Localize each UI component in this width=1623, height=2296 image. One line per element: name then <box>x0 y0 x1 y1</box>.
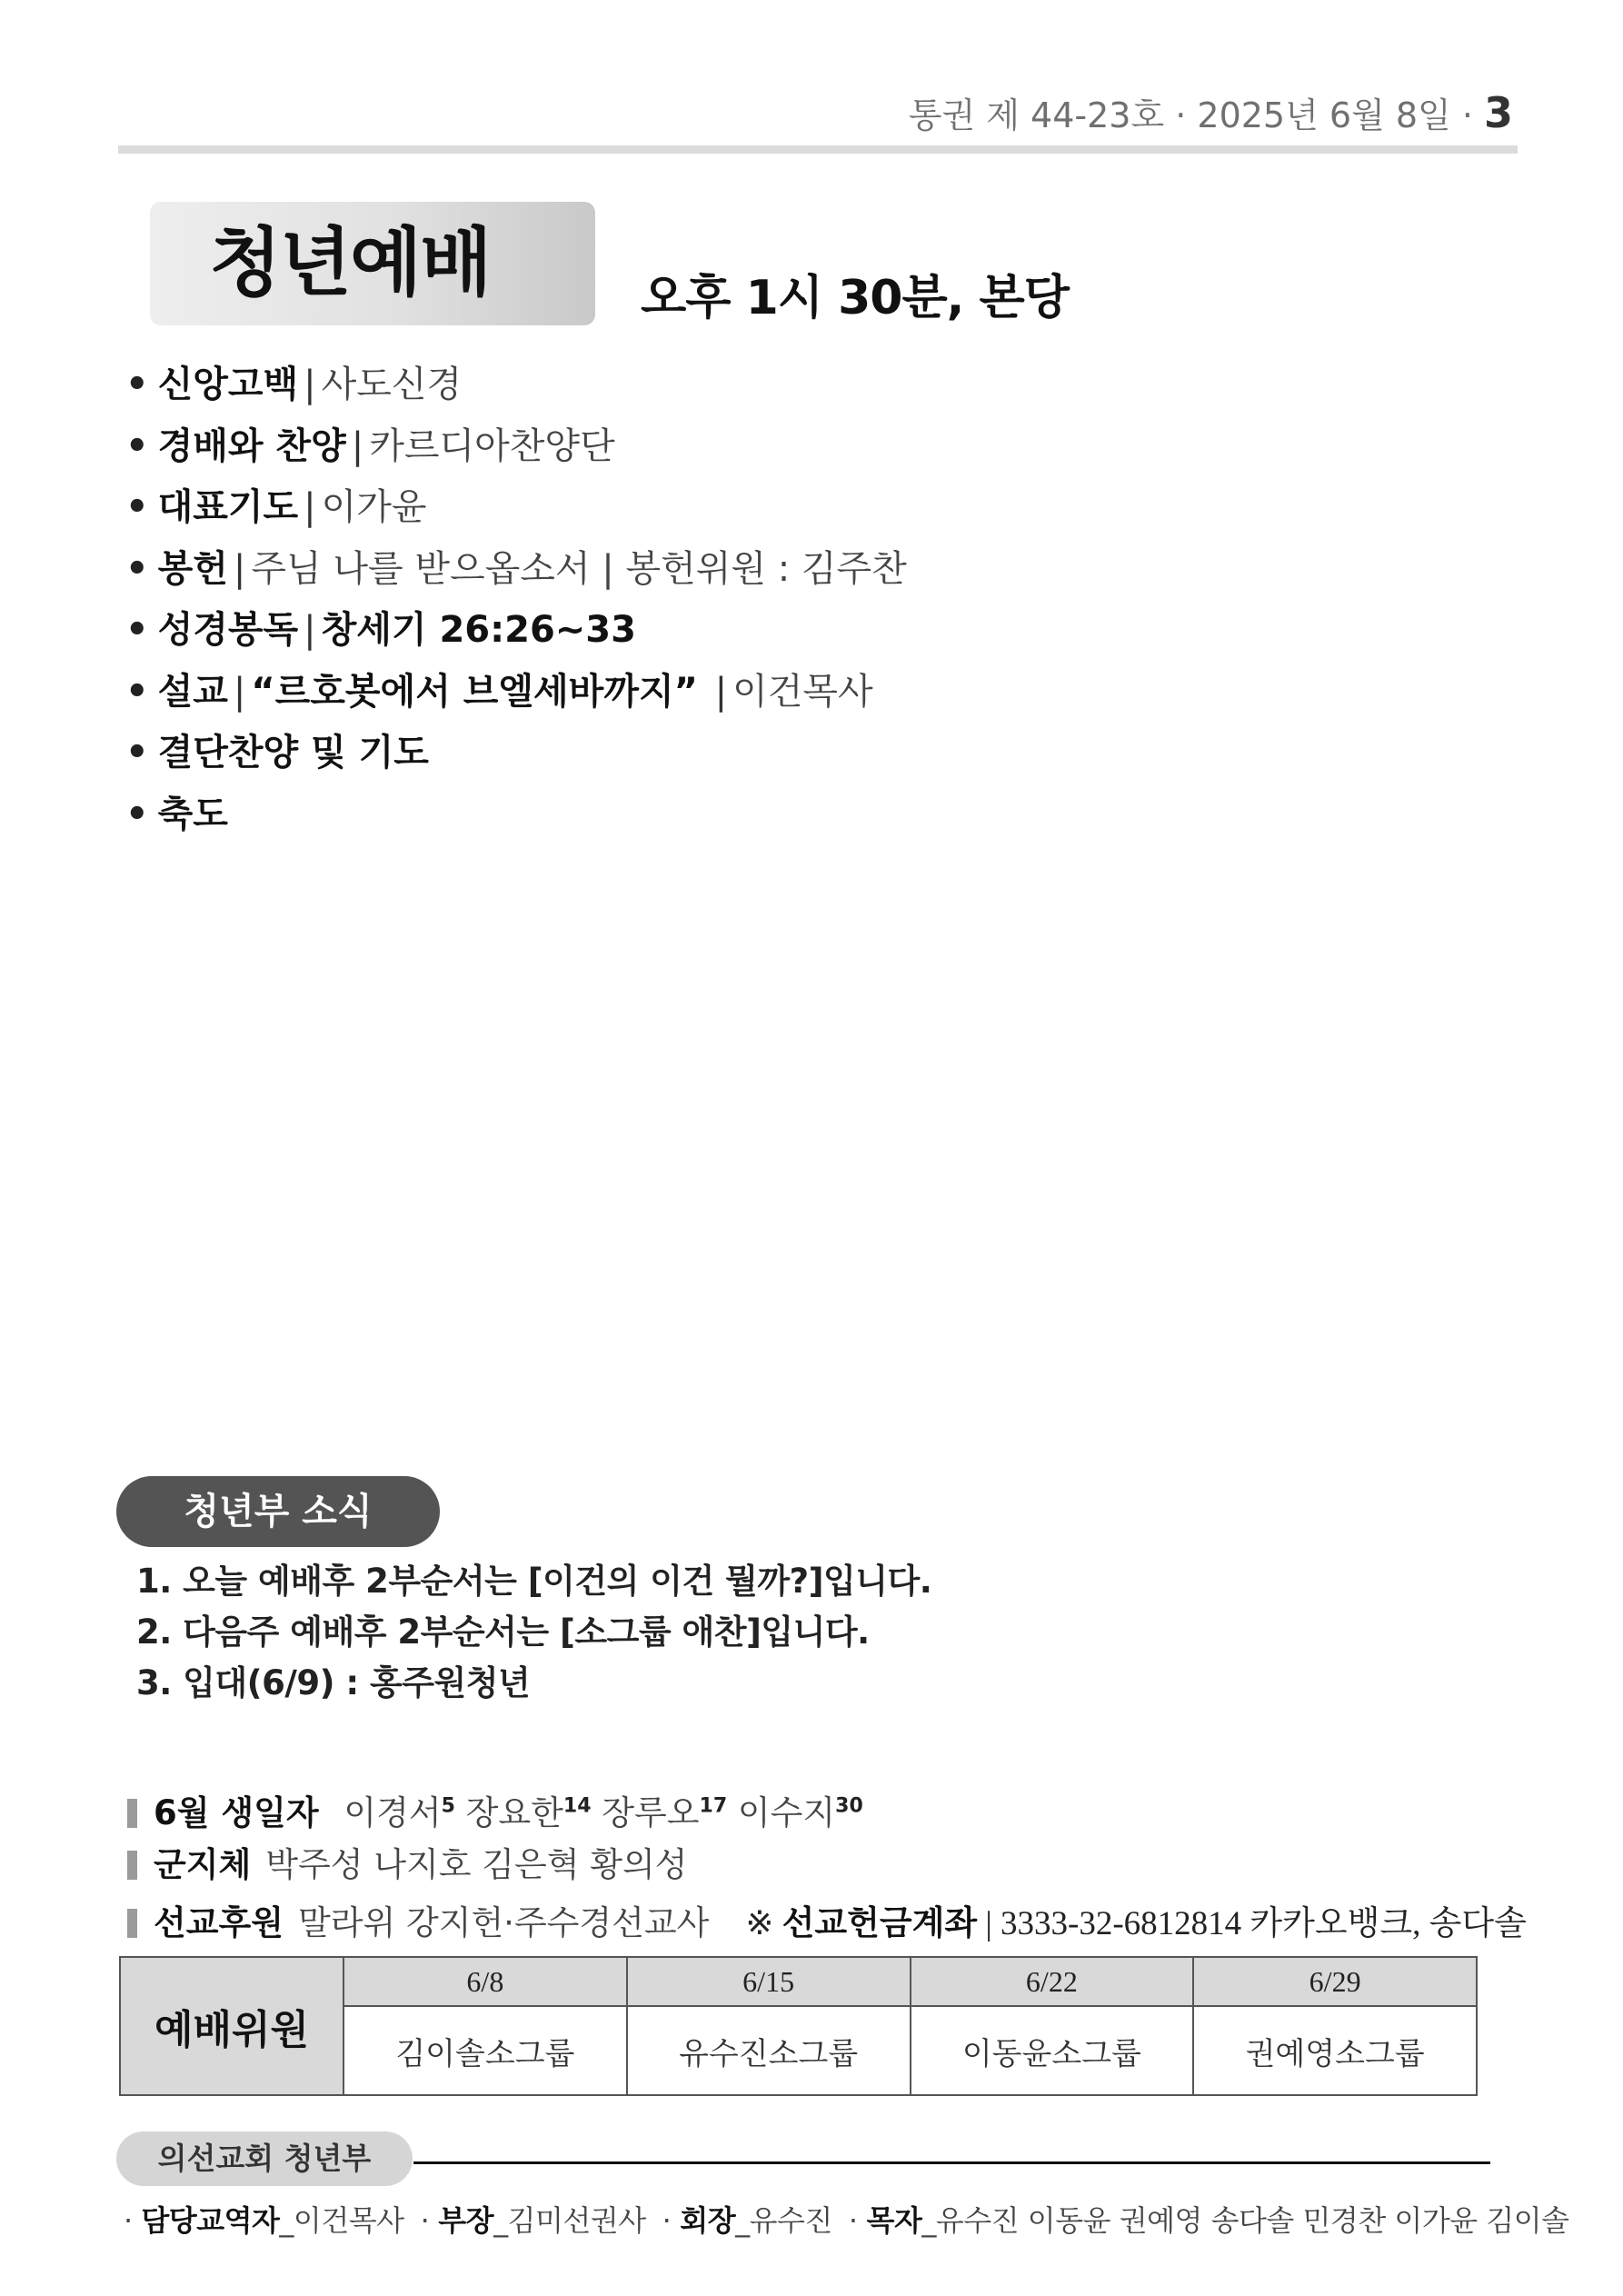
news-list <box>136 1556 931 1709</box>
preacher: 이건목사 <box>732 670 873 713</box>
birthday-person: 장요한$^{14}$ <box>465 1793 592 1833</box>
bullet-icon: • <box>125 670 149 713</box>
service-time-place: 오후 1시 30분, 본당 <box>641 271 1070 325</box>
staff-entry: · 담당교역자_이건목사 <box>124 2203 404 2238</box>
order-value: 이가윤 <box>321 486 427 528</box>
staff-entry: 부장_김미선권사 <box>438 2203 646 2238</box>
bullet-icon: • <box>125 732 149 774</box>
bullet-icon: • <box>125 486 149 528</box>
order-label: 대표기도 <box>157 486 299 528</box>
duty-group: 권예영소그룹 <box>1193 2006 1477 2095</box>
military-names: 박주성 나지호 김은혁 황의성 <box>265 1845 688 1884</box>
order-label: 축도 <box>157 793 228 835</box>
header-divider <box>118 145 1518 154</box>
order-label: 봉헌 <box>157 547 228 590</box>
order-value: 카르디아찬양단 <box>369 424 615 467</box>
separator: | <box>233 547 246 590</box>
issue-info <box>909 87 1513 137</box>
duty-group: 김이솔소그룹 <box>344 2006 627 2095</box>
news-item: 2. 다음주 예배후 2부순서는 [소그룹 애찬]입니다. <box>136 1612 870 1652</box>
military-label: 군지체 <box>154 1845 252 1884</box>
bullet-icon: • <box>125 547 149 590</box>
issue-text: 통권 제 44-23호 · 2025년 6월 8일 · <box>908 95 1484 135</box>
news-heading: 청년부 소식 <box>116 1476 440 1547</box>
order-label: 성경봉독 <box>157 609 299 651</box>
duty-date: 6/22 <box>911 1957 1194 2006</box>
row-marker <box>127 1909 137 1938</box>
mission-account-note: ※ 선교헌금계좌 | 3333-32-6812814 카카오뱅크, 송다솔 <box>745 1903 1527 1942</box>
order-item <box>125 784 907 846</box>
separator: | <box>233 670 246 713</box>
duty-date: 6/15 <box>627 1957 911 2006</box>
military-row <box>127 1838 687 1892</box>
bullet-icon: • <box>125 424 149 467</box>
duty-date: 6/29 <box>1193 1957 1477 2006</box>
sermon-title: “르호봇에서 브엘세바까지” <box>251 670 698 713</box>
birthday-person: 장루오$^{17}$ <box>602 1793 728 1833</box>
news-item: 1. 오늘 예배후 2부순서는 [이건의 이건 뭘까?]입니다. <box>136 1562 932 1601</box>
order-value: 창세기 26:26~33 <box>321 609 636 651</box>
org-name: 의선교회 청년부 <box>116 2131 413 2186</box>
order-label: 설교 <box>157 670 228 713</box>
row-marker <box>127 1851 137 1880</box>
separator: | <box>351 424 364 467</box>
order-item <box>125 723 907 784</box>
footer-divider <box>413 2161 1490 2164</box>
bullet-icon: • <box>125 609 149 651</box>
staff-entry: 목자_유수진 이동윤 권예영 송다솔 민경찬 이가윤 김이솔 <box>866 2203 1569 2238</box>
duty-header: 예배위원 <box>120 1957 344 2095</box>
order-label: 경배와 찬양 <box>157 424 346 467</box>
birthday-label: 6월 생일자 <box>154 1793 319 1833</box>
separator: | <box>304 486 316 528</box>
order-value: 주님 나를 받으옵소서 | 봉헌위원 : 김주찬 <box>251 547 907 590</box>
order-item <box>125 416 907 478</box>
staff-entry: 회장_유수진 <box>680 2203 832 2238</box>
order-item <box>125 662 907 724</box>
duty-date: 6/8 <box>344 1957 627 2006</box>
mission-row <box>127 1896 1527 1951</box>
birthday-row <box>127 1780 863 1834</box>
duty-group: 이동윤소그룹 <box>911 2006 1194 2095</box>
order-value: 사도신경 <box>321 364 463 405</box>
order-item <box>125 477 907 539</box>
mission-account-label: 선교헌금계좌 <box>782 1903 978 1942</box>
duty-table <box>119 1956 1478 2096</box>
order-item <box>125 600 907 662</box>
duty-group: 유수진소그룹 <box>627 2006 911 2095</box>
separator: | <box>304 364 316 405</box>
service-title: 청년예배 <box>209 220 491 306</box>
news-item: 3. 입대(6/9) : 홍주원청년 <box>136 1663 531 1702</box>
bullet-icon: • <box>125 793 149 835</box>
separator: | <box>702 670 728 713</box>
birthday-person: 이경서$^5$ <box>344 1793 455 1833</box>
order-label: 결단찬양 및 기도 <box>157 732 429 774</box>
order-item <box>125 354 907 416</box>
page-number: 3 <box>1483 88 1513 137</box>
staff-list: · 담당교역자_이건목사 · 부장_김미선권사 · 회장_유수진 · 목자_유수진 이동윤 권예영 송다솔 민경찬 이가윤 김이솔 <box>124 2203 1569 2238</box>
order-label: 신앙고백 <box>157 364 299 405</box>
birthday-person: 이수지$^{30}$ <box>737 1793 863 1833</box>
order-item <box>125 539 907 601</box>
order-of-service <box>125 354 907 845</box>
separator: | <box>304 609 316 651</box>
bullet-icon: • <box>125 364 149 405</box>
mission-account-value: | 3333-32-6812814 카카오뱅크, 송다솔 <box>977 1905 1527 1942</box>
mission-label: 선교후원 <box>154 1903 284 1942</box>
mission-value: 말라위 강지헌·주수경선교사 <box>297 1903 710 1942</box>
row-marker <box>127 1799 137 1828</box>
